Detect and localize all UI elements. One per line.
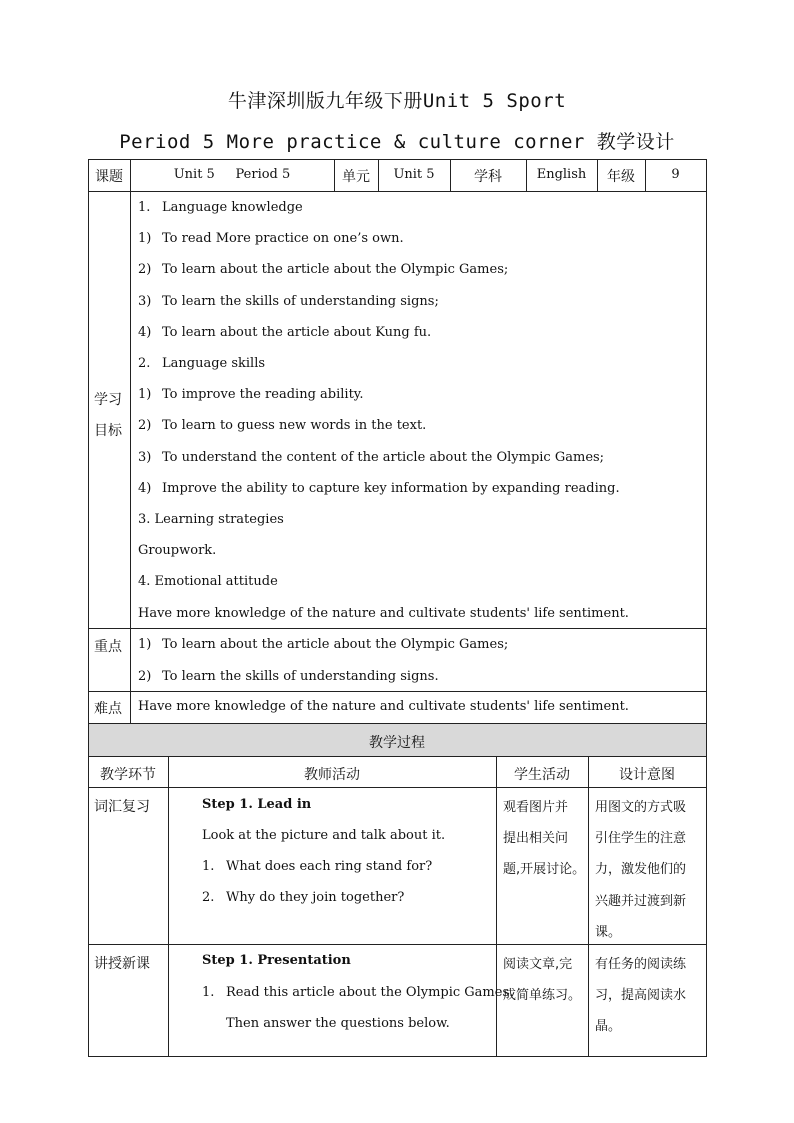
item-number: 3) xyxy=(138,293,152,309)
topic-value: Unit 5 Period 5 xyxy=(173,167,291,182)
objective-line xyxy=(138,325,431,340)
row1-stage: 词汇复习 xyxy=(94,799,150,815)
objective-line xyxy=(138,294,439,309)
item-text: Read this article about the Olympic Games. xyxy=(226,985,514,1000)
teacher-line xyxy=(226,1016,450,1031)
objective-line xyxy=(138,356,265,371)
difficulty-text: Have more knowledge of the nature and cultivate students' life sentiment. xyxy=(138,699,629,714)
item-text: To learn about the article about the Olympic Games; xyxy=(162,262,509,278)
item-text: Improve the ability to capture key information by expanding reading. xyxy=(162,480,620,496)
unit-label: 单元 xyxy=(342,169,370,185)
objective-line xyxy=(138,512,284,527)
unit-value: Unit 5 xyxy=(393,167,435,182)
item-number: 1. xyxy=(138,200,151,215)
item-number: 4) xyxy=(138,480,152,496)
item-text: 4. Emotional attitude xyxy=(138,574,278,590)
process-header: 教学过程 xyxy=(369,735,425,751)
item-number: 1) xyxy=(138,231,152,247)
key-point-line xyxy=(138,669,439,684)
intent-line: 晶。 xyxy=(595,1019,622,1035)
item-text: To understand the content of the article about the Olympic Games; xyxy=(162,449,605,465)
objective-line xyxy=(138,387,364,402)
item-text: Have more knowledge of the nature and cultivate students' life sentiment. xyxy=(138,605,629,621)
col-intent: 设计意图 xyxy=(619,767,675,783)
student-line: 阅读文章,完 xyxy=(503,957,573,972)
student-line: 观看图片并 xyxy=(503,800,569,815)
item-number: 4) xyxy=(138,324,152,340)
item-text: To learn about the article about the Olympic Games; xyxy=(162,637,509,652)
item-number: 2) xyxy=(138,262,152,278)
objective-line xyxy=(138,200,303,215)
item-number: 1) xyxy=(138,387,152,403)
objective-line xyxy=(138,450,604,465)
item-text: Look at the picture and talk about it. xyxy=(202,828,446,843)
difficulty-label: 难点 xyxy=(94,701,122,717)
item-number: 3) xyxy=(138,449,152,465)
teacher-line xyxy=(202,859,432,874)
topic-label: 课题 xyxy=(95,169,123,185)
item-text: To improve the reading ability. xyxy=(162,387,364,403)
student-line: 成简单练习。 xyxy=(503,988,582,1004)
item-text: What does each ring stand for? xyxy=(226,859,433,875)
grade-value: 9 xyxy=(671,167,680,182)
item-text: Why do they join together? xyxy=(226,890,405,906)
intent-line: 用图文的方式吸 xyxy=(595,800,687,815)
item-text: Then answer the questions below. xyxy=(226,1016,450,1032)
key-point-line xyxy=(138,637,508,652)
intent-line: 习，提高阅读水 xyxy=(595,988,687,1004)
intent-line: 课。 xyxy=(595,924,622,940)
item-number: 2) xyxy=(138,418,152,434)
intent-line: 兴趣并过渡到新 xyxy=(595,893,687,909)
item-text: To learn the skills of understanding signs. xyxy=(162,668,439,684)
row2-stage: 讲授新课 xyxy=(94,956,150,972)
item-text: Language skills xyxy=(162,356,266,371)
col-stage: 教学环节 xyxy=(100,767,156,783)
document-title: 牛津深圳版九年级下册Unit 5 Sport xyxy=(227,90,567,112)
objective-line xyxy=(138,606,629,621)
objective-line xyxy=(138,231,404,246)
item-text: To learn about the article about Kung fu. xyxy=(162,324,432,340)
item-number: 1) xyxy=(138,637,152,652)
col-teacher: 教师活动 xyxy=(304,767,360,783)
grade-label: 年级 xyxy=(607,169,635,185)
item-number: 2. xyxy=(138,356,151,371)
objective-line xyxy=(138,543,216,558)
item-text: To learn to guess new words in the text. xyxy=(162,418,427,434)
item-text: To learn the skills of understanding signs; xyxy=(162,293,439,309)
intent-line: 有任务的阅读练 xyxy=(595,957,687,972)
item-text: Language knowledge xyxy=(162,200,303,215)
teacher-line xyxy=(202,890,404,905)
row2-teacher-title: Step 1. Presentation xyxy=(202,953,351,968)
item-text: To read More practice on one’s own. xyxy=(162,231,404,247)
subject-label: 学科 xyxy=(474,169,502,185)
intent-line: 引住学生的注意 xyxy=(595,831,687,847)
item-text: Groupwork. xyxy=(138,543,217,559)
objective-line xyxy=(138,262,508,277)
item-number: 2) xyxy=(138,668,152,684)
teacher-line xyxy=(202,828,445,843)
item-number: 1. xyxy=(202,985,215,1000)
item-number: 1. xyxy=(202,859,215,875)
student-line: 提出相关问 xyxy=(503,831,569,847)
objective-line xyxy=(138,481,620,496)
key-points-label: 重点 xyxy=(94,639,122,655)
objectives-label: 学习 目标 xyxy=(94,392,122,439)
objective-line xyxy=(138,574,278,589)
subject-value: English xyxy=(536,167,587,182)
col-student: 学生活动 xyxy=(514,767,570,783)
student-line: 题,开展讨论。 xyxy=(503,862,586,878)
item-number: 2. xyxy=(202,890,215,906)
row1-teacher-title: Step 1. Lead in xyxy=(202,797,312,812)
item-text: 3. Learning strategies xyxy=(138,512,284,527)
document-subtitle: Period 5 More practice & culture corner 教学设计 xyxy=(119,131,675,153)
teacher-line xyxy=(202,985,513,1000)
intent-line: 力，激发他们的 xyxy=(595,862,687,878)
objective-line xyxy=(138,418,426,433)
